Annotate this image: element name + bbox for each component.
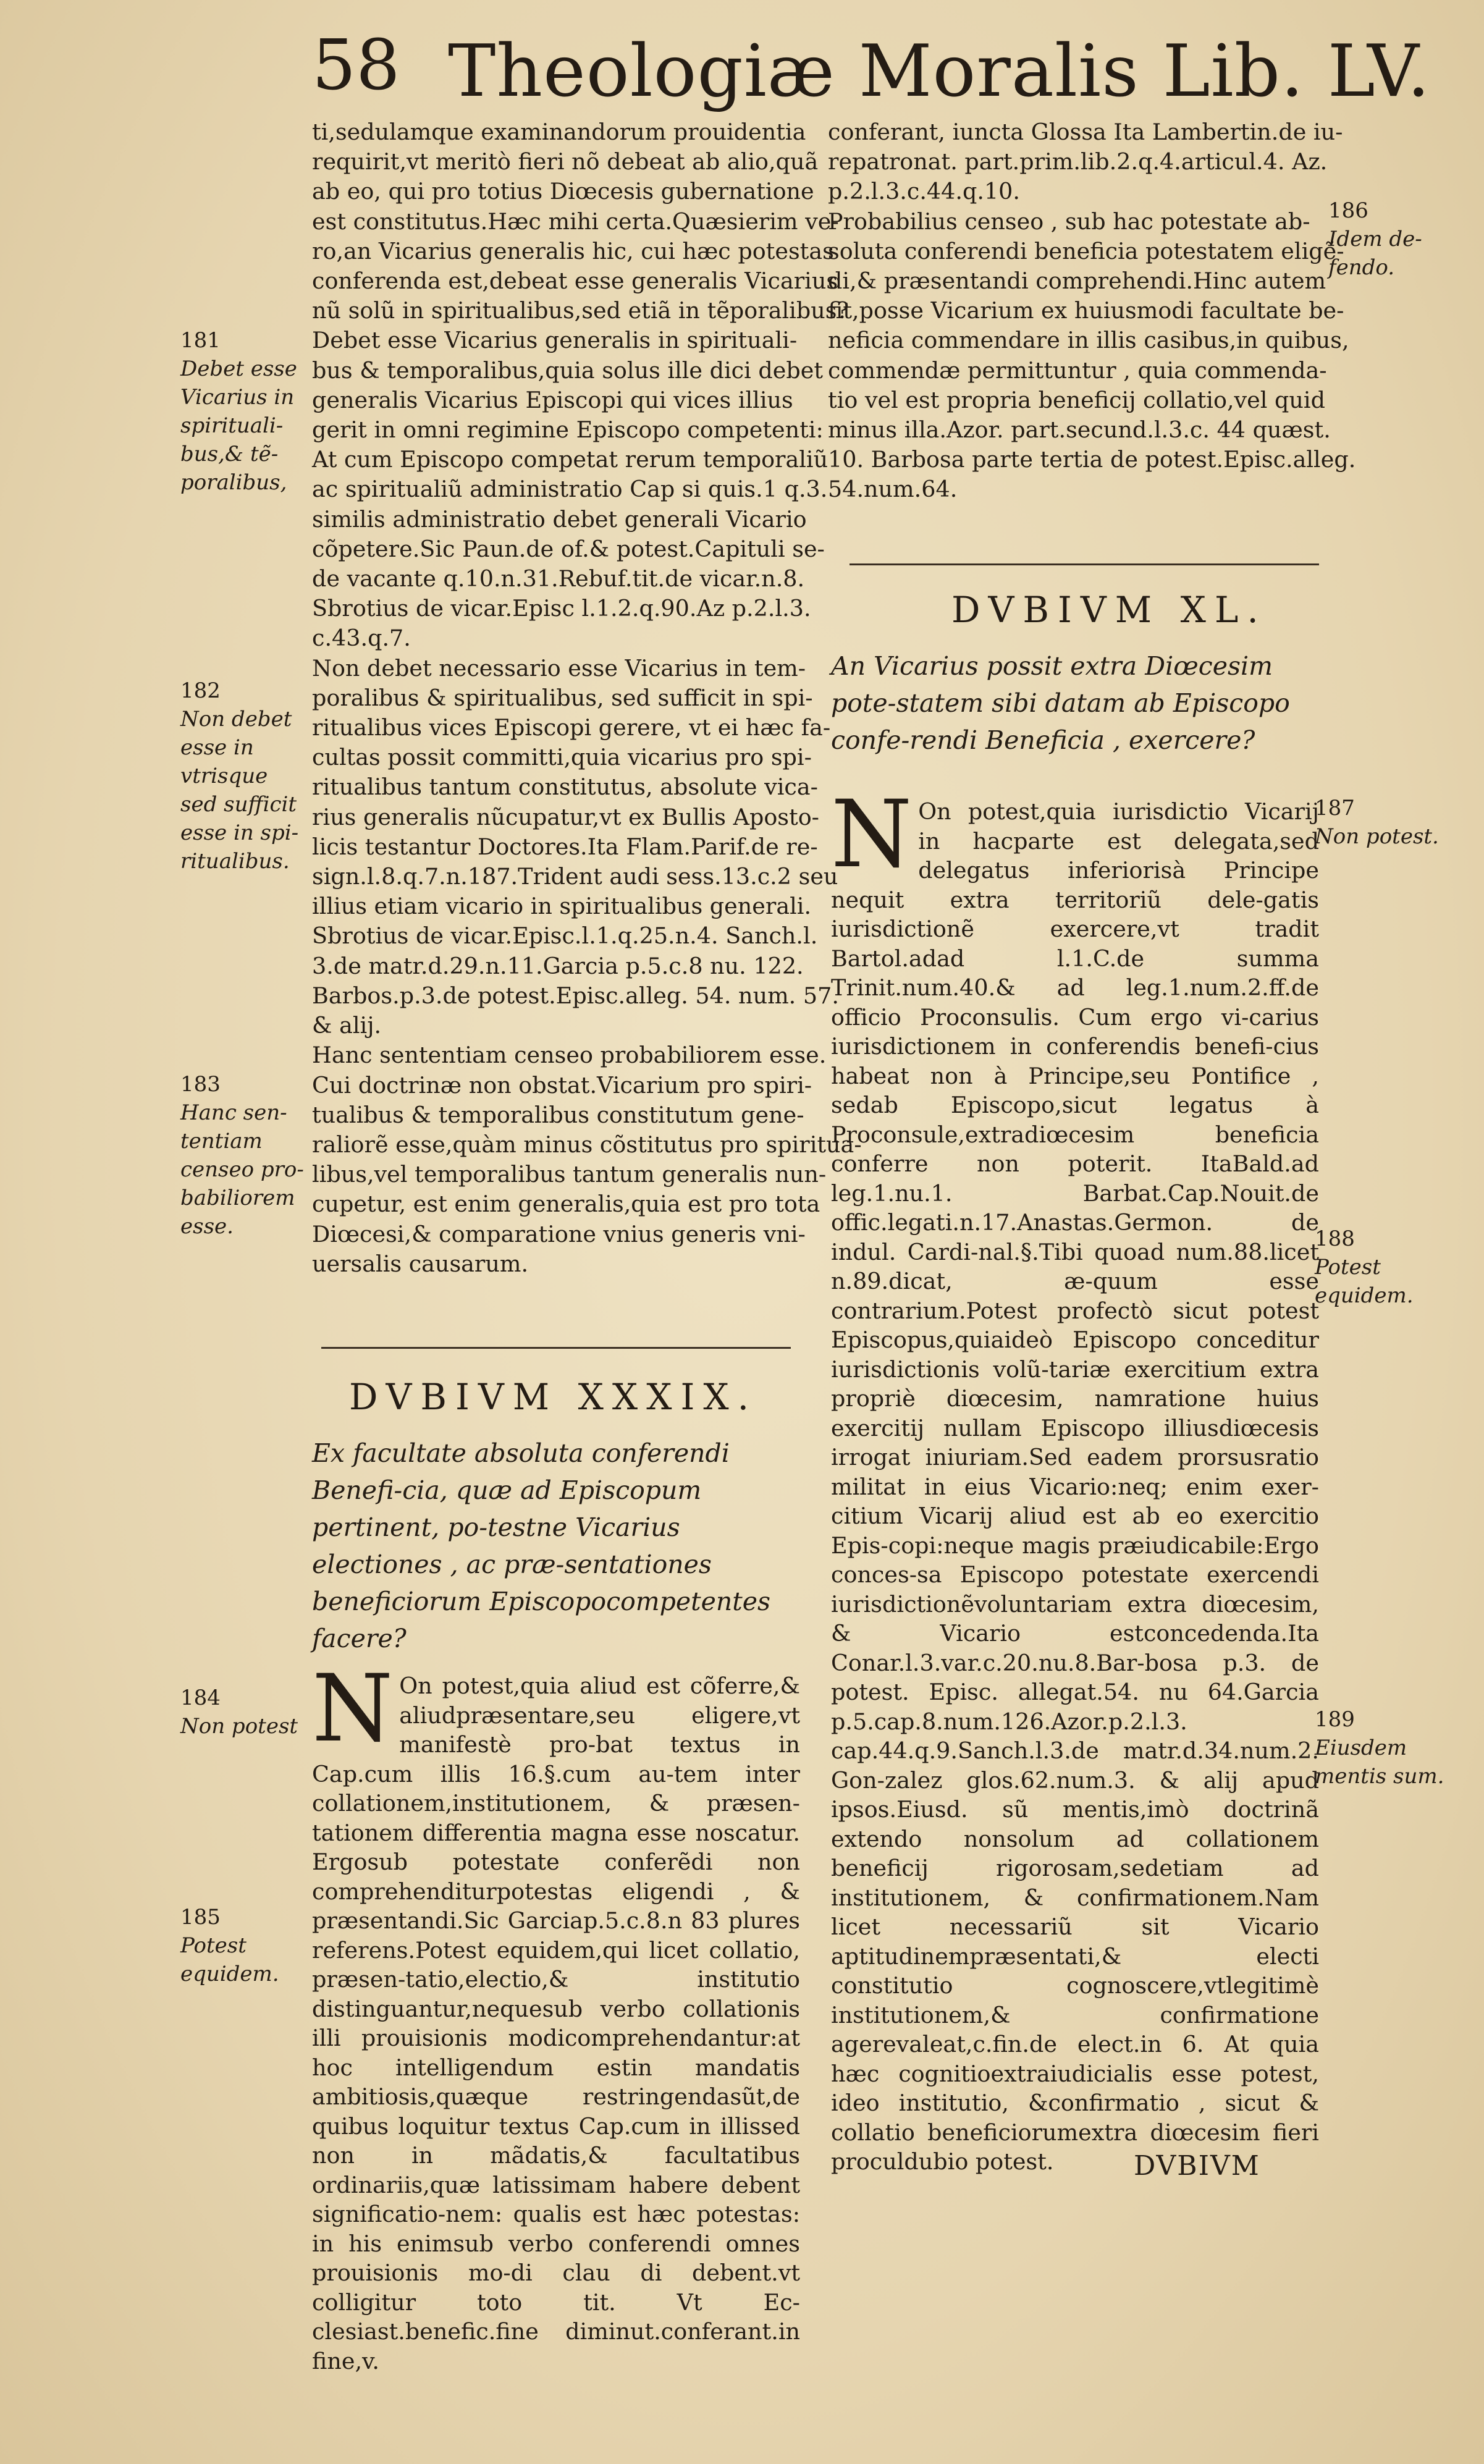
margin-note-line: Non debet xyxy=(180,707,292,732)
text-line: conferenda est,debeat esse generalis Vicarius xyxy=(312,268,838,295)
text-line: minus illa.Azor. part.secund.l.3.c. 44 quæst. xyxy=(828,416,1331,444)
text-line: nũ solũ in spiritualibus,sed etiã in tẽporalibus? xyxy=(312,297,849,324)
text-line: 10. Barbosa parte tertia de potest.Episc.alleg. xyxy=(828,446,1356,473)
margin-note-181 xyxy=(180,326,297,497)
margin-note-line: mentis sum. xyxy=(1315,1764,1444,1789)
text-line: copi:neque magis præiudicabile:Ergo conces- xyxy=(831,1532,1319,1588)
margin-note-line: equidem. xyxy=(180,1962,279,1986)
text-line: On potest,quia iurisdictio Vicarij in hac xyxy=(918,798,1319,854)
text-line: cõpetere.Sic Paun.de of.& potest.Capituli se- xyxy=(312,535,825,562)
text-line: sa Episcopo potestate exercendi iurisdictionẽ xyxy=(831,1561,1319,1618)
text-line: Potest equidem,qui licet collatio, præsen- xyxy=(312,1936,800,1993)
text-line: rius generalis nũcupatur,vt ex Bullis Aposto- xyxy=(312,803,820,830)
text-line: diœcesis irrogat iniuriam.Sed eadem prorsus xyxy=(831,1414,1319,1470)
text-line: num.2.ff.de officio Proconsulis. Cum ergo vi- xyxy=(831,974,1319,1031)
catchword: DVBIVM xyxy=(1134,2150,1260,2182)
text-line: uersalis causarum. xyxy=(312,1250,529,1277)
question-line: testne Vicarius electiones , ac præ- xyxy=(312,1513,680,1579)
text-line: valeat,c.fin.de elect.in 6. At quia hæc cognitio xyxy=(831,2031,1319,2087)
margin-note-line: esse in spi- xyxy=(180,821,299,845)
text-line: requirit,vt meritò fieri nõ debeat ab alio,quã xyxy=(312,148,819,175)
text-line: gerit in omni regimine Episcopo competenti: xyxy=(312,416,824,444)
margin-note-line: Potest xyxy=(180,1933,247,1958)
margin-note-line: ritualibus. xyxy=(180,849,290,874)
text-line: At cum Episcopo competat rerum temporaliũ xyxy=(312,446,828,473)
text-line: parte est delegata,sed delegatus inferioris xyxy=(918,827,1320,884)
question-line: competentes facere? xyxy=(312,1587,771,1653)
text-line: di clau di debent.vt colligitur toto tit. Vt Ec- xyxy=(312,2259,800,2316)
text-line: sub verbo conferendi omnes prouisionis mo- xyxy=(312,2230,800,2286)
text-line: potestas eligendi , & præsentandi.Sic Garcia xyxy=(312,1878,800,1934)
text-line: fit,posse Vicarium ex huiusmodi facultate be- xyxy=(828,297,1344,324)
margin-note-line: tentiam xyxy=(180,1129,263,1154)
margin-note-line: Non potest xyxy=(180,1714,298,1739)
margin-number: 185 xyxy=(180,1905,221,1930)
text-line: clesiast.benefic.fine diminut.conferant.in fine,v. xyxy=(312,2318,800,2374)
text-line: 54.num.64. xyxy=(828,476,958,503)
margin-note-189 xyxy=(1315,1705,1444,1791)
question-line: An Vicarius possit extra Diœcesim pote- xyxy=(831,651,1273,718)
question-line: statem sibi datam ab Episcopo confe- xyxy=(831,688,1290,755)
margin-note-line: esse in xyxy=(180,735,254,760)
text-line: Non debet necessario esse Vicarius in tem- xyxy=(312,654,806,681)
text-line: nal.§.Tibi quoad num.88.licet n.89.dicat, æ- xyxy=(831,1238,1319,1294)
margin-note-line: poralibus, xyxy=(180,470,287,495)
text-line: sub potestate conferẽdi non comprehenditur xyxy=(312,1849,800,1905)
margin-note-line: Non potest. xyxy=(1315,824,1439,849)
text-line: quæ latissimam habere debent significatio- xyxy=(312,2171,800,2227)
text-line: 3.de matr.d.29.n.11.Garcia p.5.c.8 nu. 122. xyxy=(312,952,804,979)
text-line: bat textus in Cap.cum illis 16.§.cum au- xyxy=(312,1731,800,1787)
margin-number: 189 xyxy=(1315,1707,1355,1732)
text-line: sũt,de quibus loquitur textus Cap.cum in illis xyxy=(312,2083,800,2140)
text-line: bosa p.3. de potest. Episc. allegat.54. nu 64. xyxy=(831,1649,1319,1705)
text-line: tem inter collationem,institutionem, & præsen- xyxy=(312,1760,800,1816)
text-line: repatronat. part.prim.lib.2.q.4.articul.4. Az. xyxy=(828,148,1328,175)
margin-note-line: Potest xyxy=(1315,1255,1381,1280)
text-line: ratio militat in eius Vicario:neq; enim exer- xyxy=(831,1444,1319,1500)
text-line: ritualibus tantum constitutus, absolute vica- xyxy=(312,774,818,801)
text-line: de vacante q.10.n.31.Rebuf.tit.de vicar.n.8. xyxy=(312,565,805,593)
text-line: cupetur, est enim generalis,quia est pro tota xyxy=(312,1191,820,1218)
margin-note-187 xyxy=(1315,794,1439,851)
text-line: ratione huius exercitij nullam Episcopo illius xyxy=(831,1385,1319,1441)
text-line: confirmatio , sicut & collatio beneficiorum xyxy=(831,2090,1320,2146)
page-number: 58 xyxy=(312,25,400,106)
text-line: p.2.l.3.c.44.q.10. xyxy=(828,178,1020,205)
text-line: c.43.q.7. xyxy=(312,625,411,652)
text-line: Garcia p.5.cap.8.num.126.Azor.p.2.l.3. cap. xyxy=(831,1679,1319,1764)
text-line: carius iurisdictionem in conferendis benefi- xyxy=(831,1003,1319,1060)
text-line: bus & temporalibus,quia solus ille dici debet xyxy=(312,357,823,384)
text-line: & alij. xyxy=(312,1012,382,1039)
text-line: 44.q.9.Sanch.l.3.de matr.d.34.num.2. Gon- xyxy=(831,1737,1319,1794)
text-line: cius habeat non à Principe,seu Pontifice , sed xyxy=(831,1033,1319,1118)
margin-note-line: bus,& tẽ- xyxy=(180,442,279,466)
text-line: ad l.1.C.de summa Trinit.num.40.& ad leg.1. xyxy=(831,945,1319,1001)
text-line: voluntariam extra diœcesim, & Vicario est xyxy=(831,1590,1319,1647)
text-line: præsentare,seu eligere,vt manifestè pro- xyxy=(399,1702,800,1758)
text-line: à Principe nequit extra territoriũ dele- xyxy=(831,857,1319,913)
question-line: Ex facultate absoluta conferendi Benefi- xyxy=(312,1438,730,1505)
text-line: legati.n.17.Anastas.Germon. de indul. Cardi- xyxy=(831,1209,1319,1265)
text-line: solum ad collationem beneficij rigorosam,sed xyxy=(831,1825,1319,1881)
text-line: Barbos.p.3.de potest.Episc.alleg. 54. num. 57. xyxy=(312,982,839,1009)
left-column-text xyxy=(312,117,862,1279)
text-line: ritualibus vices Episcopi gerere, vt ei hæc fa- xyxy=(312,714,831,741)
text-line: poralibus & spiritualibus, sed sufficit in spi- xyxy=(312,684,813,711)
drop-cap: N xyxy=(831,781,913,888)
text-line: Potest profectò sicut potest Episcopus,quia xyxy=(831,1297,1319,1353)
text-line: præsentati,& electi constitutio cognoscere,vt xyxy=(831,1943,1319,1999)
text-line: generalis Vicarius Episcopi qui vices illius xyxy=(312,386,793,413)
text-line: Debet esse Vicarius generalis in spirituali- xyxy=(312,327,798,354)
margin-number: 183 xyxy=(180,1072,221,1097)
margin-note-line: Idem de- xyxy=(1328,227,1422,251)
text-line: Probabilius censeo , sub hac potestate ab- xyxy=(828,208,1310,235)
text-line: On potest,quia aliud est cõferre,& aliud xyxy=(399,1673,800,1729)
margin-note-line: spirituali- xyxy=(180,413,284,438)
drop-cap: N xyxy=(312,1655,394,1763)
dubium-40-body xyxy=(831,781,1320,2177)
text-line: libus,vel temporalibus tantum generalis nun- xyxy=(312,1161,827,1188)
text-line: cultas possit committi,quia vicarius pro spi- xyxy=(312,744,812,771)
text-line: zalez glos.62.num.3. & alij apud ipsos. xyxy=(831,1766,1319,1823)
dubium-39-body xyxy=(312,1655,800,2376)
text-line: Nam licet necessariũ sit Vicario aptitudinem xyxy=(831,1884,1319,1970)
text-line: ti,sedulamque examinandorum prouidentia xyxy=(312,119,806,145)
text-line: sign.l.8.q.7.n.187.Trident audi sess.13.c.2 seu xyxy=(312,863,838,890)
margin-number: 182 xyxy=(180,678,221,703)
margin-note-line: Hanc sen- xyxy=(180,1100,287,1125)
question-line: sentationes beneficiorum Episcopo xyxy=(312,1550,712,1616)
text-line: quum esse contrarium. xyxy=(831,1268,1319,1324)
margin-note-line: babiliorem xyxy=(180,1186,295,1210)
text-line: p.5.c.8.n 83 plures referens. xyxy=(312,1907,800,1964)
margin-number: 188 xyxy=(1315,1226,1355,1251)
text-line: tationem differentia magna esse noscatur. Ergo xyxy=(312,1819,800,1875)
text-line: neficia commendare in illis casibus,in quibus, xyxy=(828,327,1349,354)
dubium-40-question xyxy=(831,648,1319,759)
margin-note-182 xyxy=(180,677,298,875)
margin-note-line: Debet esse xyxy=(180,357,297,381)
text-line: commendæ permittuntur , quia commenda- xyxy=(828,357,1327,384)
text-line: ideò Episcopo conceditur iurisdictionis volũ- xyxy=(831,1327,1319,1383)
margin-note-line: sed sufficit xyxy=(180,792,297,817)
text-line: raliorẽ esse,quàm minus cõstitutus pro spiritua- xyxy=(312,1131,862,1158)
text-line: Bald.ad leg.1.nu.1. Barbat.Cap.Nouit.de offic. xyxy=(831,1150,1319,1236)
section-divider-right xyxy=(850,563,1319,565)
text-line: citium Vicarij aliud est ab eo exercitio Epis- xyxy=(831,1503,1319,1559)
text-line: ac spiritualiũ administratio Cap si quis.1 q.3. xyxy=(312,476,828,503)
margin-note-185 xyxy=(180,1903,279,1988)
text-line: ab eo, qui pro totius Diœcesis gubernatione xyxy=(312,178,814,205)
text-line: di,& præsentandi comprehendi.Hinc autem xyxy=(828,268,1326,295)
text-line: illius etiam vicario in spiritualibus generali. xyxy=(312,893,812,920)
text-line: Eiusd. sũ mentis,imò doctrinã extendo non xyxy=(831,1796,1319,1852)
text-line: gatis iurisdictionẽ exercere,vt tradit Bartol.ad xyxy=(831,886,1319,972)
text-line: ab Episcopo,sicut legatus à Proconsule,extra xyxy=(831,1092,1319,1148)
question-line: cia, quæ ad Episcopum pertinent, po- xyxy=(312,1475,702,1542)
question-line: rendi Beneficia , exercere? xyxy=(909,725,1255,755)
text-line: tatio,electio,& institutio distinguantur,neque xyxy=(312,1966,800,2022)
text-line: comprehendantur:at hoc intelligendum est xyxy=(312,2025,800,2081)
text-line: similis administratio debet generali Vicario xyxy=(312,505,807,533)
margin-note-line: censeo pro- xyxy=(180,1157,304,1182)
text-line: Cui doctrinæ non obstat.Vicarium pro spiri- xyxy=(312,1071,812,1099)
text-line: extra diœcesim fieri proculdubio potest. xyxy=(831,2119,1319,2175)
dubium-40-heading: DVBIVM XL. xyxy=(951,589,1267,631)
text-line: tio vel est propria beneficij collatio,vel quid xyxy=(828,386,1325,413)
margin-note-line: Eiusdem xyxy=(1315,1736,1407,1760)
text-line: concedenda.Ita Conar.l.3.var.c.20.nu.8.Bar- xyxy=(831,1620,1319,1676)
margin-note-line: Vicarius in xyxy=(180,385,295,410)
text-line: tualibus & temporalibus constitutum gene- xyxy=(312,1101,804,1128)
text-line: diœcesim beneficia conferre non poterit. Ita xyxy=(831,1121,1319,1177)
margin-note-184 xyxy=(180,1684,298,1740)
text-line: extraiudicialis esse potest, ideo institutio, & xyxy=(831,2060,1320,2116)
margin-number: 181 xyxy=(180,328,221,353)
margin-number: 184 xyxy=(180,1686,221,1710)
text-line: sed non in mãdatis,& facultatibus ordinariis, xyxy=(312,2112,800,2198)
dubium-39-heading: DVBIVM XXXIX. xyxy=(349,1376,758,1418)
margin-note-line: vtrisque xyxy=(180,764,268,788)
text-line: ro,an Vicarius generalis hic, cui hæc potestas xyxy=(312,237,834,264)
text-line: legitimè institutionem,& confirmatione agere xyxy=(831,1972,1319,2057)
text-line: licis testantur Doctores.Ita Flam.Parif.de re- xyxy=(312,833,818,860)
text-line: Sbrotius de vicar.Episc l.1.2.q.90.Az p.2.l.3. xyxy=(312,595,811,622)
running-head: Theologiæ Moralis Lib. LV. xyxy=(448,30,1431,113)
margin-note-line: fendo. xyxy=(1328,255,1395,280)
text-line: sub verbo collationis illi prouisionis modi xyxy=(312,1995,800,2051)
text-line: Sbrotius de vicar.Episc.l.1.q.25.n.4. Sanch.l. xyxy=(312,922,818,950)
text-line: in mandatis ambitiosis,quæque restringenda xyxy=(312,2054,800,2110)
margin-note-line: esse. xyxy=(180,1214,234,1239)
text-line: Hanc sententiam censeo probabiliorem esse. xyxy=(312,1042,827,1069)
dubium-39-question xyxy=(312,1435,800,1657)
text-line: conferant, iuncta Glossa Ita Lambertin.de iu- xyxy=(828,119,1343,145)
margin-number: 186 xyxy=(1328,198,1368,223)
text-line: nem: qualis est hæc potestas: in his enim xyxy=(312,2201,800,2257)
margin-note-186 xyxy=(1328,196,1422,282)
margin-number: 187 xyxy=(1315,796,1355,821)
text-line: etiam ad institutionem, & confirmationem. xyxy=(831,1855,1319,1911)
text-line: tariæ exercitium extra propriè diœcesim, nam xyxy=(831,1356,1319,1412)
margin-note-183 xyxy=(180,1070,304,1241)
text-line: Diœcesi,& comparatione vnius generis vni- xyxy=(312,1220,806,1247)
margin-note-188 xyxy=(1315,1225,1414,1310)
text-line: est constitutus.Hæc mihi certa.Quæsierim ve- xyxy=(312,208,839,235)
margin-note-line: equidem. xyxy=(1315,1283,1414,1308)
text-line: soluta conferendi beneficia potestatem eligẽ- xyxy=(828,237,1344,264)
section-divider xyxy=(321,1347,791,1349)
